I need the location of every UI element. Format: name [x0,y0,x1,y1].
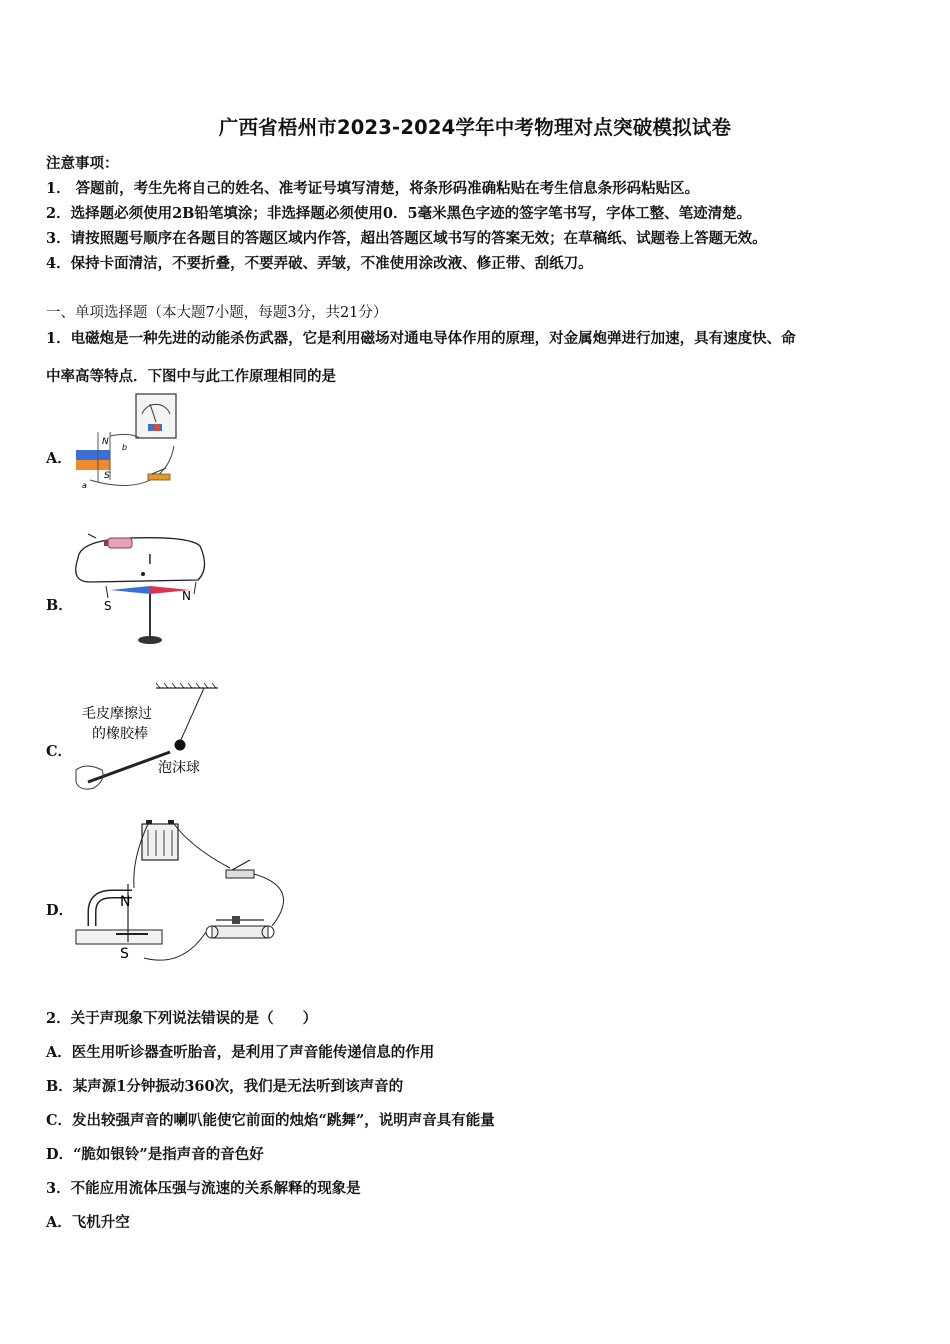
question-3-stem: 3．不能应用流体压强与流速的关系解释的现象是 [46,1180,361,1197]
q1-c-rod-label-line1: 毛皮摩擦过 [82,706,152,722]
question-1-stem-line2: 中率高等特点．下图中与此工作原理相同的是 [46,368,336,385]
section-heading: 一、单项选择题（本大题7小题，每题3分，共21分） [46,305,388,321]
notice-item: 4．保持卡面清洁，不要折叠，不要弄破、弄皱，不准使用涂改液、修正带、刮纸刀。 [46,255,593,272]
q1-option-c-figure [72,682,222,797]
q1-d-label-n: N [120,894,131,910]
q1-a-label-b: b [122,443,128,452]
q1-option-d-label[interactable]: D． [46,902,74,919]
question-2-stem: 2．关于声现象下列说法错误的是（ ） [46,1010,318,1027]
notice-item: 1． 答题前，考生先将自己的姓名、准考证号填写清楚，将条形码准确粘贴在考生信息条形码粘贴区。 [46,180,700,197]
q2-option-a[interactable]: A．医生用听诊器查听胎音，是利用了声音能传递信息的作用 [46,1044,435,1061]
notice-item: 3．请按照题号顺序在各题目的答题区域内作答，超出答题区域书写的答案无效；在草稿纸、试题卷上答题无效。 [46,230,767,247]
q1-option-d-figure [72,818,302,970]
q1-option-b-label[interactable]: B． [46,597,73,614]
q1-option-a-figure [70,392,190,492]
q1-a-label-s: S [104,471,110,481]
q1-c-ball-label: 泡沫球 [158,760,200,776]
q3-option-a[interactable]: A．飞机升空 [46,1214,130,1231]
q1-option-c-label[interactable]: C． [46,743,73,760]
q1-b-label-n: N [182,589,191,603]
q1-option-a-label[interactable]: A． [46,450,72,467]
question-1-stem-line1: 1．电磁炮是一种先进的动能杀伤武器，它是利用磁场对通电导体作用的原理，对金属炮弹进行加速，具有速度快、命 [46,330,796,347]
q1-c-rod-label-line2: 的橡胶棒 [92,726,148,742]
q2-option-b[interactable]: B．某声源1分钟振动360次，我们是无法听到该声音的 [46,1078,404,1095]
q2-option-d[interactable]: D．“脆如银铃”是指声音的音色好 [46,1146,264,1163]
q1-a-label-n: N [102,437,109,447]
q1-option-b-figure [70,528,215,653]
q1-b-label-current: I [148,553,152,568]
q1-b-label-s: S [104,599,112,613]
notice-item: 2．选择题必须使用2B铅笔填涂；非选择题必须使用0．5毫米黑色字迹的签字笔书写，字体工整、笔迹清楚。 [46,205,752,222]
page-title: 广西省梧州市2023-2024学年中考物理对点突破模拟试卷 [218,116,732,139]
notice-heading: 注意事项： [46,155,119,172]
q2-option-c[interactable]: C．发出较强声音的喇叭能使它前面的烛焰“跳舞”，说明声音具有能量 [46,1112,495,1129]
q1-a-label-a: a [82,481,87,490]
q1-d-label-s: S [120,946,129,962]
